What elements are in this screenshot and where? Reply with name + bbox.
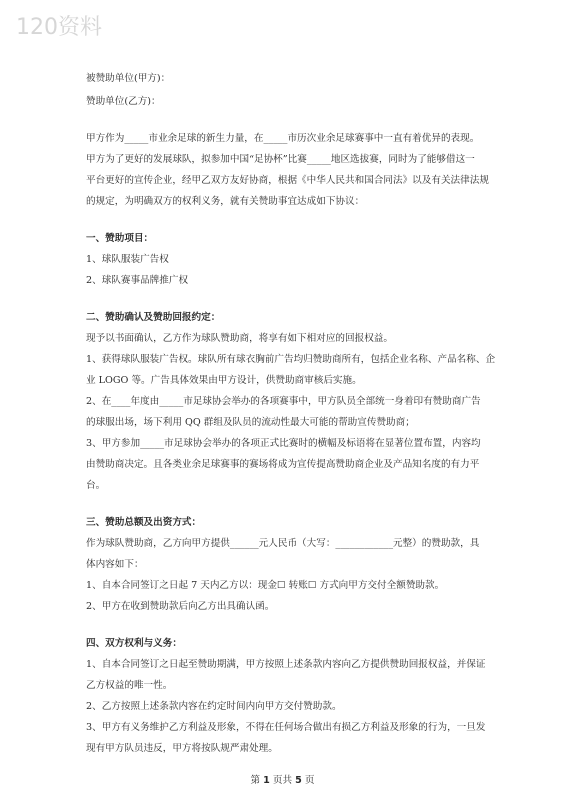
paragraph-line: 1、获得球队服装广告权。球队所有球衣胸前广告均归赞助商所有，包括企业名称、产品名称、企 — [86, 354, 496, 365]
section-heading: 三、赞助总额及出资方式： — [86, 517, 202, 528]
paragraph-line: 由赞助商决定。且各类业余足球赛事的赛场将成为宣传提高赞助商企业及产品知名度的有力平 — [86, 459, 480, 470]
paragraph-line: 2、甲方在收到赞助款后向乙方出具确认函。 — [86, 601, 275, 612]
paragraph-line: 现予以书面确认，乙方作为球队赞助商，将享有如下相对应的回报权益。 — [86, 333, 393, 344]
paragraph-line: 作为球队赞助商，乙方向甲方提供______元人民币（大写：____________元整）的赞助款，具 — [86, 538, 480, 549]
intro-line: 平台更好的宣传企业，经甲乙双方友好协商，根据《中华人民共和国合同法》以及有关法律法规 — [86, 175, 489, 186]
watermark-logo: 120资料 — [16, 15, 102, 40]
intro-line: 的规定，为明确双方的权利义务，就有关赞助事宜达成如下协议： — [86, 196, 365, 207]
paragraph-line: 现有甲方队员违反，甲方将按队规严肃处理。 — [86, 743, 278, 754]
section-heading: 二、赞助确认及赞助回报约定： — [86, 312, 221, 323]
paragraph-line: 3、甲方参加_____市足球协会举办的各项正式比赛时的横幅及标语将在显著位置布置，内容均 — [86, 438, 481, 449]
sponsored-party-line: 被赞助单位(甲方)： — [86, 73, 171, 84]
list-item: 1、球队服装广告权 — [86, 254, 169, 265]
page-prefix: 第 — [250, 775, 261, 786]
paragraph-line: 1、自本合同签订之日起至赞助期满，甲方按照上述条款内容向乙方提供赞助回报权益，并保证 — [86, 659, 486, 670]
paragraph-line: 3、甲方有义务维护乙方利益及形象，不得在任何场合做出有损乙方利益及形象的行为，一旦发 — [86, 722, 486, 733]
intro-line: 甲方作为_____市业余足球的新生力量，在_____市历次业余足球赛事中一直有着优异的表现。 — [86, 133, 480, 144]
paragraph-line: 的球服出场，场下利用 QQ 群组及队员的流动性最大可能的帮助宣传赞助商； — [86, 417, 415, 428]
paragraph-line: 台。 — [86, 480, 106, 491]
paragraph-line: 2、在____年度由_____市足球协会举办的各项赛事中，甲方队员全部统一身着印有赞助商广告 — [86, 396, 481, 407]
sponsor-party-line: 赞助单位(乙方)： — [86, 96, 161, 107]
page-total: 5 — [295, 775, 302, 786]
paragraph-line: 业 LOGO 等。广告具体效果由甲方设计，供赞助商审核后实施。 — [86, 375, 362, 386]
page-mid: 页共 — [272, 775, 293, 786]
paragraph-line: 体内容如下： — [86, 559, 144, 570]
section-heading: 一、赞助项目： — [86, 233, 154, 244]
intro-line: 甲方为了更好的发展球队，拟参加中国“足协杯”比赛_____地区选拔赛，同时为了能够借这一 — [86, 154, 475, 165]
page-suffix: 页 — [304, 775, 315, 786]
section-heading: 四、双方权利与义务： — [86, 638, 182, 649]
page-current: 1 — [263, 775, 270, 786]
paragraph-line: 2、乙方按照上述条款内容在约定时间内向甲方交付赞助款。 — [86, 701, 342, 712]
paragraph-line: 乙方权益的唯一性。 — [86, 680, 173, 691]
list-item: 2、球队赛事品牌推广权 — [86, 275, 189, 286]
paragraph-line: 1、自本合同签订之日起 7 天内乙方以：现金☐ 转账☐ 方式向甲方交付全额赞助款。 — [86, 580, 445, 591]
page-footer — [0, 772, 565, 786]
